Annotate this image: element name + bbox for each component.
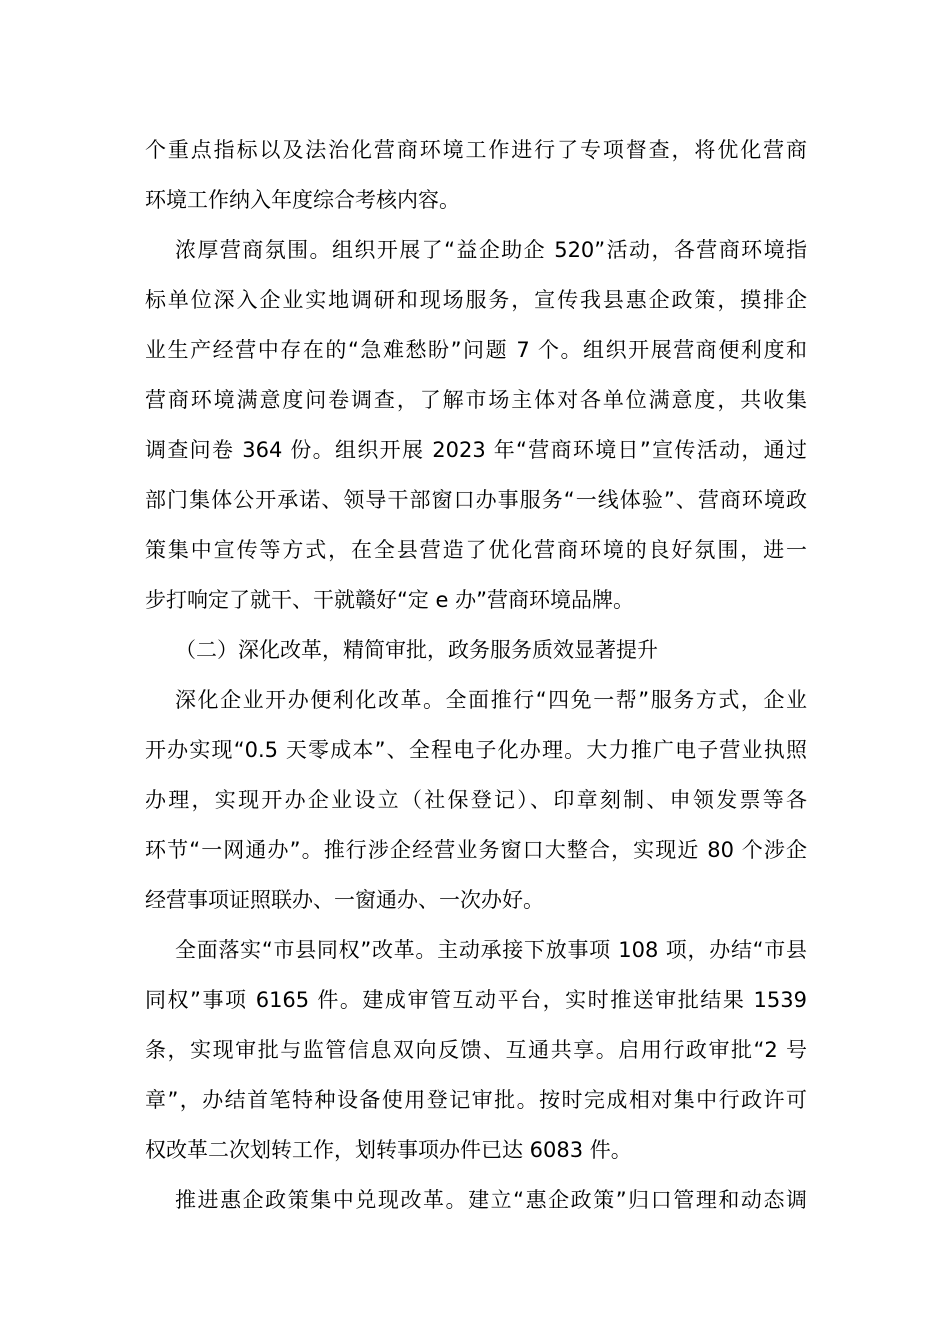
body-line: 营商环境满意度问卷调查，了解市场主体对各单位满意度，共收集 [145,388,807,412]
paragraph-first-line: 全面落实“市县同权”改革。主动承接下放事项 108 项，办结“市县 [175,938,807,962]
body-line: 环境工作纳入年度综合考核内容。 [145,188,460,212]
body-line: 部门集体公开承诺、领导干部窗口办事服务“一线体验”、营商环境政 [145,488,807,512]
body-line: 办理，实现开办企业设立（社保登记）、印章刻制、申领发票等各 [145,788,807,812]
body-line: 章”，办结首笔特种设备使用登记审批。按时完成相对集中行政许可 [145,1088,807,1112]
body-line: 业生产经营中存在的“急难愁盼”问题 7 个。组织开展营商便利度和 [145,338,807,362]
paragraph-first-line: 深化企业开办便利化改革。全面推行“四免一帮”服务方式，企业 [175,688,807,712]
document-body [145,125,807,1225]
body-line: 权改革二次划转工作，划转事项办件已达 6083 件。 [145,1138,632,1162]
section-heading: （二）深化改革，精简审批，政务服务质效显著提升 [175,638,658,662]
body-line: 策集中宣传等方式，在全县营造了优化营商环境的良好氛围，进一 [145,538,807,562]
body-line: 开办实现“0.5 天零成本”、全程电子化办理。大力推广电子营业执照 [145,738,807,762]
body-line: 经营事项证照联办、一窗通办、一次办好。 [145,888,544,912]
body-line: 个重点指标以及法治化营商环境工作进行了专项督查，将优化营商 [145,138,807,162]
body-line: 条，实现审批与监管信息双向反馈、互通共享。启用行政审批“2 号 [145,1038,807,1062]
body-line: 环节“一网通办”。推行涉企经营业务窗口大整合，实现近 80 个涉企 [145,838,807,862]
paragraph-first-line: 推进惠企政策集中兑现改革。建立“惠企政策”归口管理和动态调 [175,1188,807,1212]
body-line: 步打响定了就干、干就赣好“定 e 办”营商环境品牌。 [145,588,635,612]
paragraph-first-line: 浓厚营商氛围。组织开展了“益企助企 520”活动，各营商环境指 [175,238,807,262]
body-line: 同权”事项 6165 件。建成审管互动平台，实时推送审批结果 1539 [145,988,807,1012]
body-line: 调查问卷 364 份。组织开展 2023 年“营商环境日”宣传活动，通过 [145,438,807,462]
body-line: 标单位深入企业实地调研和现场服务，宣传我县惠企政策，摸排企 [145,288,807,312]
